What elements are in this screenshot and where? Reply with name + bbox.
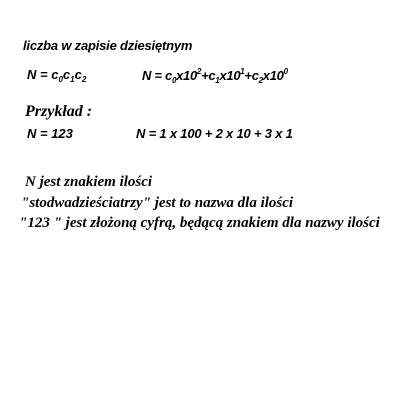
subscript: 0: [171, 76, 177, 85]
example-heading: Przykład :: [25, 103, 93, 120]
plus: +: [244, 68, 252, 83]
n-symbol: N: [27, 67, 37, 82]
subscript: 0: [58, 75, 63, 84]
times-ten: x10: [262, 68, 284, 83]
c-symbol: c: [74, 67, 82, 82]
note-line-2: "stodwadzieściatrzy" jest to nazwa dla ilości: [21, 195, 294, 211]
heading: liczba w zapisie dziesiętnym: [23, 38, 193, 53]
c-symbol: c: [165, 68, 172, 83]
example-expansion: N = 1 x 100 + 2 x 10 + 3 x 1: [136, 126, 293, 141]
note-line-1: N jest znakiem ilości: [25, 174, 153, 190]
c-symbol: c: [208, 68, 216, 83]
equals: =: [151, 68, 166, 83]
n-symbol: N: [142, 68, 152, 83]
general-expansion: [142, 67, 288, 85]
plus: +: [201, 68, 209, 83]
times-ten: x10: [176, 68, 197, 83]
subscript: 2: [81, 75, 87, 84]
subscript: 1: [70, 75, 75, 84]
general-form: [27, 67, 86, 84]
c-symbol: c: [251, 68, 259, 83]
subscript: 2: [258, 76, 263, 85]
c-symbol: c: [62, 67, 71, 82]
times-ten: x10: [219, 68, 241, 83]
example-number: N = 123: [27, 126, 73, 141]
equals: =: [36, 67, 52, 82]
exponent: 2: [196, 67, 202, 76]
exponent: 1: [240, 67, 245, 76]
subscript: 1: [215, 76, 220, 85]
exponent: 0: [283, 67, 288, 76]
note-line-3: "123 " jest złożoną cyfrą, będącą znakiem dla nazwy ilości: [19, 215, 380, 231]
c-symbol: c: [51, 67, 59, 82]
